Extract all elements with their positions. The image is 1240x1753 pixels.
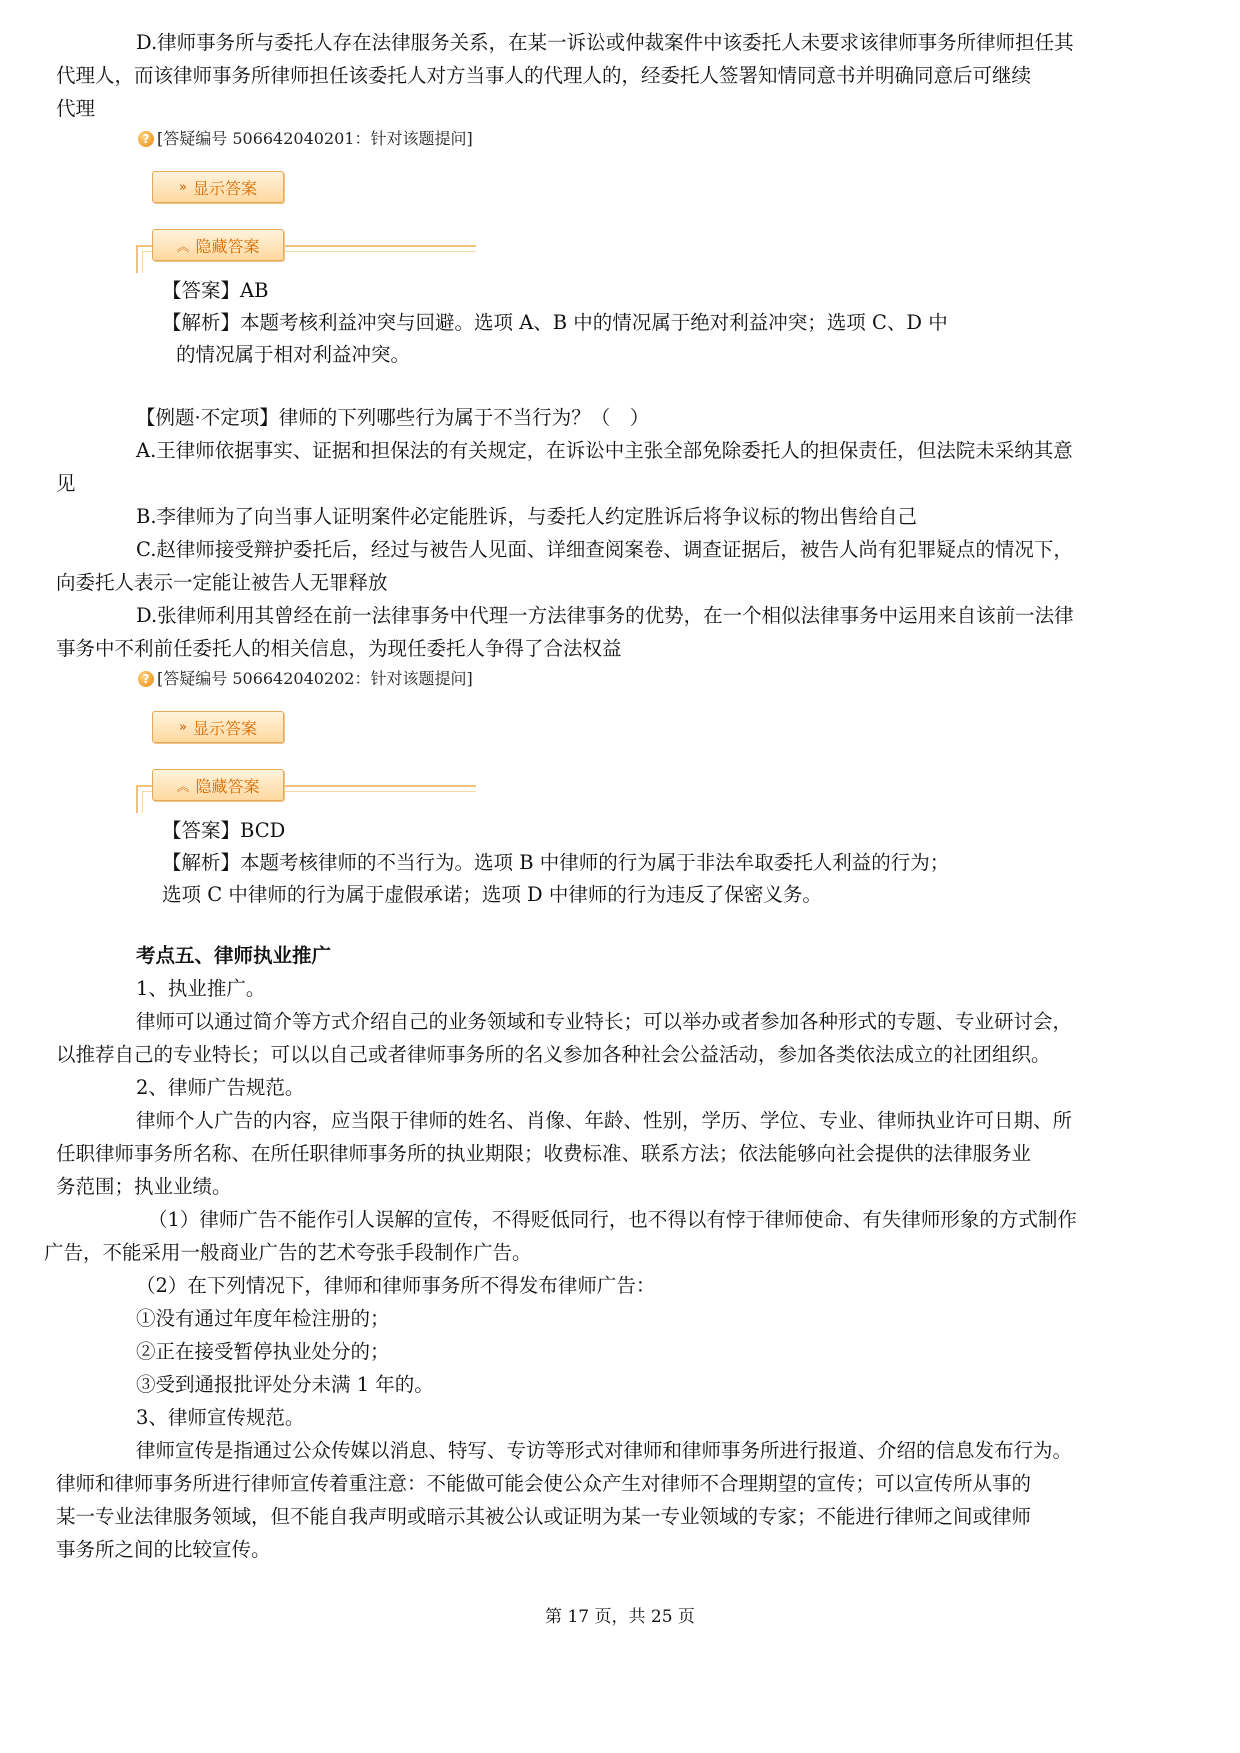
list-item: ①没有通过年度年检注册的； <box>136 1307 390 1330</box>
list-item: ③受到通报批评处分未满 1 年的。 <box>136 1373 434 1396</box>
section-heading: 考点五、律师执业推广 <box>136 944 332 967</box>
show-answer-button[interactable]: » 显示答案 <box>152 171 284 203</box>
q2-option-b: B.李律师为了向当事人证明案件必定能胜诉，与委托人约定胜诉后将争议标的物出售给自己 <box>136 505 918 528</box>
answer-text: 【答案】BCD <box>162 819 286 842</box>
section-paragraph-5: 律师宣传是指通过公众传媒以消息、特写、专访等形式对律师和律师事务所进行报道、介绍的信息发布行为。 律师和律师事务所进行律师宣传着重注意：不能做可能会使公众产生对律师不合理期望的宣传；可以宣传所从事的 某一专业法律服务领域，但不能自我声明或暗示其被公认或证明为某一专业领域的专家；不能进行律师之间或律师 事务所之间的比较宣传。 <box>56 1439 1073 1561</box>
q1-answer-block <box>96 275 1188 371</box>
q2-title: 【例题·不定项】律师的下列哪些行为属于不当行为？（ ） <box>136 406 650 429</box>
analysis-text: 【解析】本题考核利益冲突与回避。选项 A、B 中的情况属于绝对利益冲突；选项 C、D 中 的情况属于相对利益冲突。 <box>162 311 948 366</box>
section-paragraph-3: （1）律师广告不能作引人误解的宣传，不得贬低同行，也不得以有悖于律师使命、有失律师形象的方式制作 广告，不能采用一般商业广告的艺术夸张手段制作广告。 <box>44 1208 1077 1264</box>
analysis-text: 【解析】本题考核律师的不当行为。选项 B 中律师的行为属于非法牟取委托人利益的行为； 选项 C 中律师的行为属于虚假承诺；选项 D 中律师的行为违反了保密义务。 <box>162 851 950 906</box>
section-paragraph-4: （2）在下列情况下，律师和律师事务所不得发布律师广告： <box>136 1274 656 1297</box>
double-chevron-up-icon: ︽ <box>176 779 190 795</box>
q2-question-id[interactable]: ? [答疑编号 506642040202：针对该题提问] <box>138 667 1188 691</box>
section-paragraph-1: 律师可以通过简介等方式介绍自己的业务领域和专业特长；可以举办或者参加各种形式的专题、专业研讨会， 以推荐自己的专业特长；可以以自己或者律师事务所的名义参加各种社会公益活动，参加各类依法成立的社团组织。 <box>56 1010 1073 1066</box>
q2-option-a: A.王律师依据事实、证据和担保法的有关规定，在诉讼中主张全部免除委托人的担保责任，但法院未采纳其意 见 <box>56 439 1073 495</box>
question-icon: ? <box>138 131 154 147</box>
question-icon: ? <box>138 671 154 687</box>
section-item-1: 1、执业推广。 <box>136 977 266 1000</box>
document-page <box>44 26 1188 1566</box>
hide-answer-button[interactable]: ︽ 隐藏答案 <box>152 229 284 261</box>
double-chevron-right-icon: » <box>179 719 187 735</box>
q1-option-d: D.律师事务所与委托人存在法律服务关系，在某一诉讼或仲裁案件中该委托人未要求该律师事务所律师担任其 代理人，而该律师事务所律师担任该委托人对方当事人的代理人的，经委托人签署知情同意书并明确同意后可继续 代理 <box>56 31 1074 120</box>
q2-option-d: D.张律师利用其曾经在前一法律事务中代理一方法律事务的优势，在一个相似法律事务中运用来自该前一法律 事务中不利前任委托人的相关信息，为现任委托人争得了合法权益 <box>56 604 1074 660</box>
section-paragraph-2: 律师个人广告的内容，应当限于律师的姓名、肖像、年龄、性别，学历、学位、专业、律师执业许可日期、所 任职律师事务所名称、在所任职律师事务所的执业期限；收费标准、联系方法；依法能够向社会提供的法律服务业 务范围；执业业绩。 <box>56 1109 1073 1198</box>
double-chevron-up-icon: ︽ <box>176 239 190 255</box>
section-item-3: 3、律师宣传规范。 <box>136 1406 305 1429</box>
show-answer-button[interactable]: » 显示答案 <box>152 711 284 743</box>
q2-option-c: C.赵律师接受辩护委托后，经过与被告人见面、详细查阅案卷、调查证据后，被告人尚有犯罪疑点的情况下， 向委托人表示一定能让被告人无罪释放 <box>56 538 1073 594</box>
answer-text: 【答案】AB <box>162 279 269 302</box>
page-number: 第 17 页，共 25 页 <box>545 1607 695 1627</box>
q2-answer-block <box>96 815 1188 911</box>
q1-question-id[interactable]: ? [答疑编号 506642040201：针对该题提问] <box>138 127 1188 151</box>
double-chevron-right-icon: » <box>179 179 187 195</box>
section-item-2: 2、律师广告规范。 <box>136 1076 305 1099</box>
list-item: ②正在接受暂停执业处分的； <box>136 1340 390 1363</box>
hide-answer-button[interactable]: ︽ 隐藏答案 <box>152 769 284 801</box>
